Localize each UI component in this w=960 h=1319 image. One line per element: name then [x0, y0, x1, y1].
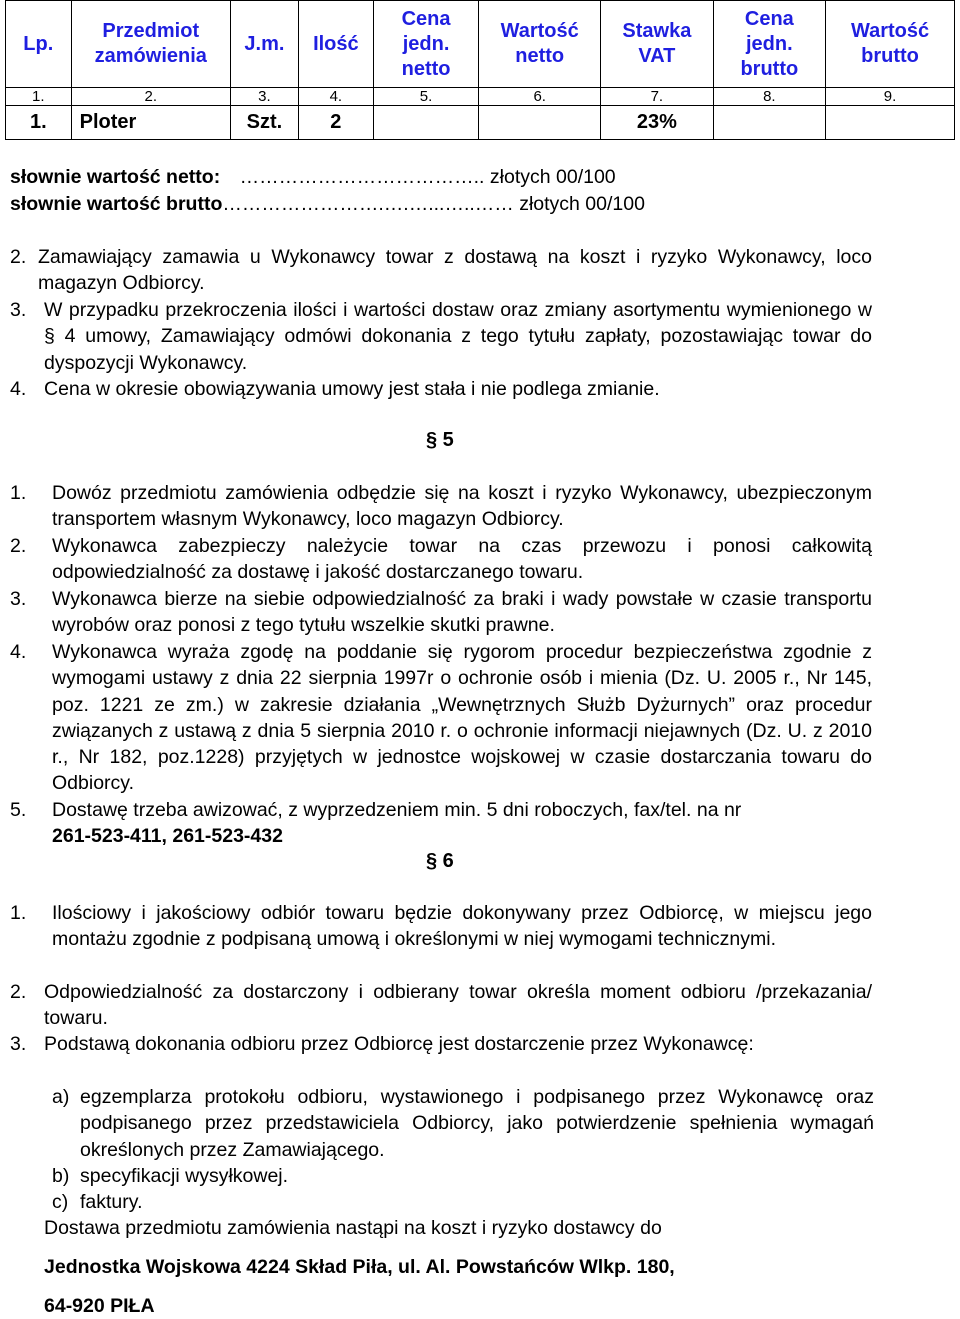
- paragraph-number: 2.: [10, 981, 27, 1003]
- s5-paragraph-3: [10, 586, 872, 639]
- subitem-text: egzemplarza protokołu odbioru, wystawionego i podpisanego przez Wykonawcę oraz podpisanego przez przedstawiciela Odbiorcy, jako potwierdzenie spełnienia wymagań określonych przez Zamawiającego.: [80, 1086, 874, 1161]
- order-table: [5, 0, 955, 140]
- paragraph-number: 5.: [10, 799, 27, 821]
- phone-numbers: 261-523-411, 261-523-432: [52, 825, 283, 848]
- paragraph-text: Zamawiający zamawia u Wykonawcy towar z dostawą na koszt i ryzyko Wykonawcy, loco magazyn Odbiorcy.: [38, 246, 872, 295]
- s6-paragraph-3: [10, 1031, 872, 1057]
- col-number: 1.: [6, 88, 72, 106]
- table-row: [6, 106, 955, 140]
- subitem-letter: a): [52, 1086, 70, 1108]
- paragraph-number: 1.: [10, 902, 27, 924]
- paragraph-text: Dowóz przedmiotu zamówienia odbędzie się na koszt i ryzyko Wykonawcy, ubezpieczonym transportem własnym Wykonawcy, loco magazyn Odbiorcy.: [52, 482, 872, 531]
- header-cell-gross-value: Wartość brutto: [826, 1, 955, 88]
- paragraph-4: [10, 376, 872, 402]
- col-number: 7.: [601, 88, 713, 106]
- paragraph-text: Dostawę trzeba awizować, z wyprzedzeniem min. 5 dni roboczych, fax/tel. na nr: [52, 799, 742, 821]
- paragraph-number: 2.: [10, 246, 27, 268]
- section-5-title: § 5: [426, 429, 454, 451]
- s5-paragraph-2: [10, 533, 872, 586]
- amount-in-words-net: [10, 166, 616, 189]
- header-cell-net-value: Wartość netto: [479, 1, 601, 88]
- section-6-title: § 6: [426, 850, 454, 872]
- paragraph-3: [10, 297, 872, 376]
- paragraph-2: [10, 244, 872, 297]
- row-item-name: Ploter: [71, 106, 230, 140]
- subitem-letter: c): [52, 1191, 69, 1213]
- subitem-text: specyfikacji wysyłkowej.: [80, 1165, 289, 1187]
- paragraph-number: 4.: [10, 641, 27, 663]
- col-number: 2.: [71, 88, 230, 106]
- col-number: 3.: [230, 88, 298, 106]
- row-lp: 1.: [6, 106, 72, 140]
- s5-paragraph-1: [10, 480, 872, 533]
- row-gross-value: [826, 106, 955, 140]
- row-unit: Szt.: [230, 106, 298, 140]
- s6-subitem-c: [52, 1189, 874, 1215]
- paragraph-number: 1.: [10, 482, 27, 504]
- delivery-address-line-2: 64-920 PIŁA: [44, 1295, 155, 1317]
- subitem-letter: b): [52, 1165, 70, 1187]
- table-header-row: [6, 1, 955, 88]
- delivery-statement: Dostawa przedmiotu zamówienia nastąpi na koszt i ryzyko dostawcy do: [44, 1217, 662, 1239]
- col-number: 4.: [298, 88, 373, 106]
- s6-subitem-b: [52, 1163, 874, 1189]
- net-words-currency: złotych 00/100: [489, 166, 616, 188]
- col-number: 5.: [373, 88, 478, 106]
- paragraph-text: Podstawą dokonania odbioru przez Odbiorcę jest dostarczenie przez Wykonawcę:: [44, 1033, 754, 1055]
- paragraph-number: 4.: [10, 378, 27, 400]
- gross-words-currency: złotych 00/100: [519, 193, 645, 215]
- header-cell-lp: Lp.: [6, 1, 72, 88]
- net-words-label: słownie wartość netto:: [10, 166, 221, 188]
- paragraph-text: Wykonawca wyraża zgodę na poddanie się rygorom procedur bezpieczeństwa zgodnie z wymogami ustawy z dnia 22 sierpnia 1997r o ochronie osób i mienia (Dz. U. 2005 r., Nr 145, poz. 1221 ze zm.) w zakresie działania „Wewnętrznych Służb Dyżurnych” oraz procedur związanych z ustawą z dnia 5 sierpnia 2010 r. o ochronie informacji niejawnych (Dz. U. z 2010 r., Nr 182, poz.1228) przyjętych w jednostce wojskowej w czasie dostarczania towaru do Odbiorcy.: [52, 641, 872, 795]
- paragraph-number: 3.: [10, 588, 27, 610]
- header-cell-qty: Ilość: [298, 1, 373, 88]
- amount-in-words-gross: [10, 193, 645, 216]
- row-unit-gross: [713, 106, 825, 140]
- header-cell-unit-net: Cena jedn. netto: [373, 1, 478, 88]
- gross-words-label: słownie wartość brutto: [10, 193, 223, 215]
- paragraph-number: 2.: [10, 535, 27, 557]
- paragraph-text: Odpowiedzialność za dostarczony i odbierany towar określa moment odbioru /przekazania/ towaru.: [44, 981, 872, 1030]
- paragraph-text: Ilościowy i jakościowy odbiór towaru będzie dokonywany przez Odbiorcę, w miejscu jego montażu zgodnie z podpisaną umową i określonymi w niej wymogami technicznymi.: [52, 902, 872, 951]
- paragraph-text: Wykonawca zabezpieczy należycie towar na czas przewozu i ponosi całkowitą odpowiedzialność za dostawę i jakość dostarczanego towaru.: [52, 535, 872, 584]
- paragraph-text: W przypadku przekroczenia ilości i wartości dostaw oraz zmiany asortymentu wymienionego w § 4 umowy, Zamawiający odmówi dokonania z tego tytułu zapłaty, pozostawiając towar do dyspozycji Wykonawcy.: [44, 299, 872, 374]
- header-cell-vat: Stawka VAT: [601, 1, 713, 88]
- row-unit-net: [373, 106, 478, 140]
- s5-paragraph-5: [10, 797, 872, 850]
- header-cell-item: Przedmiot zamówienia: [71, 1, 230, 88]
- row-net-value: [479, 106, 601, 140]
- paragraph-text: Cena w okresie obowiązywania umowy jest stała i nie podlega zmianie.: [44, 378, 660, 400]
- column-number-row: [6, 88, 955, 106]
- col-number: 8.: [713, 88, 825, 106]
- col-number: 9.: [826, 88, 955, 106]
- header-cell-unit-gross: Cena jedn. brutto: [713, 1, 825, 88]
- row-qty: 2: [298, 106, 373, 140]
- gross-words-dots: …………………….….…...…..……: [222, 193, 520, 215]
- s5-paragraph-4: [10, 639, 872, 797]
- paragraph-number: 3.: [10, 1033, 27, 1055]
- col-number: 6.: [479, 88, 601, 106]
- subitem-text: faktury.: [80, 1191, 143, 1213]
- row-vat: 23%: [601, 106, 713, 140]
- net-words-dots: ………………………………..: [239, 166, 490, 188]
- paragraph-text: Wykonawca bierze na siebie odpowiedzialność za braki i wady powstałe w czasie transportu wyrobów oraz ponosi z tego tytułu wszelkie skutki prawne.: [52, 588, 872, 637]
- header-cell-unit: J.m.: [230, 1, 298, 88]
- paragraph-number: 3.: [10, 299, 27, 321]
- s6-paragraph-1: [10, 900, 872, 953]
- s6-subitem-a: [52, 1084, 874, 1163]
- s6-paragraph-2: [10, 979, 872, 1032]
- delivery-address-line-1: Jednostka Wojskowa 4224 Skład Piła, ul. Al. Powstańców Wlkp. 180,: [44, 1256, 675, 1278]
